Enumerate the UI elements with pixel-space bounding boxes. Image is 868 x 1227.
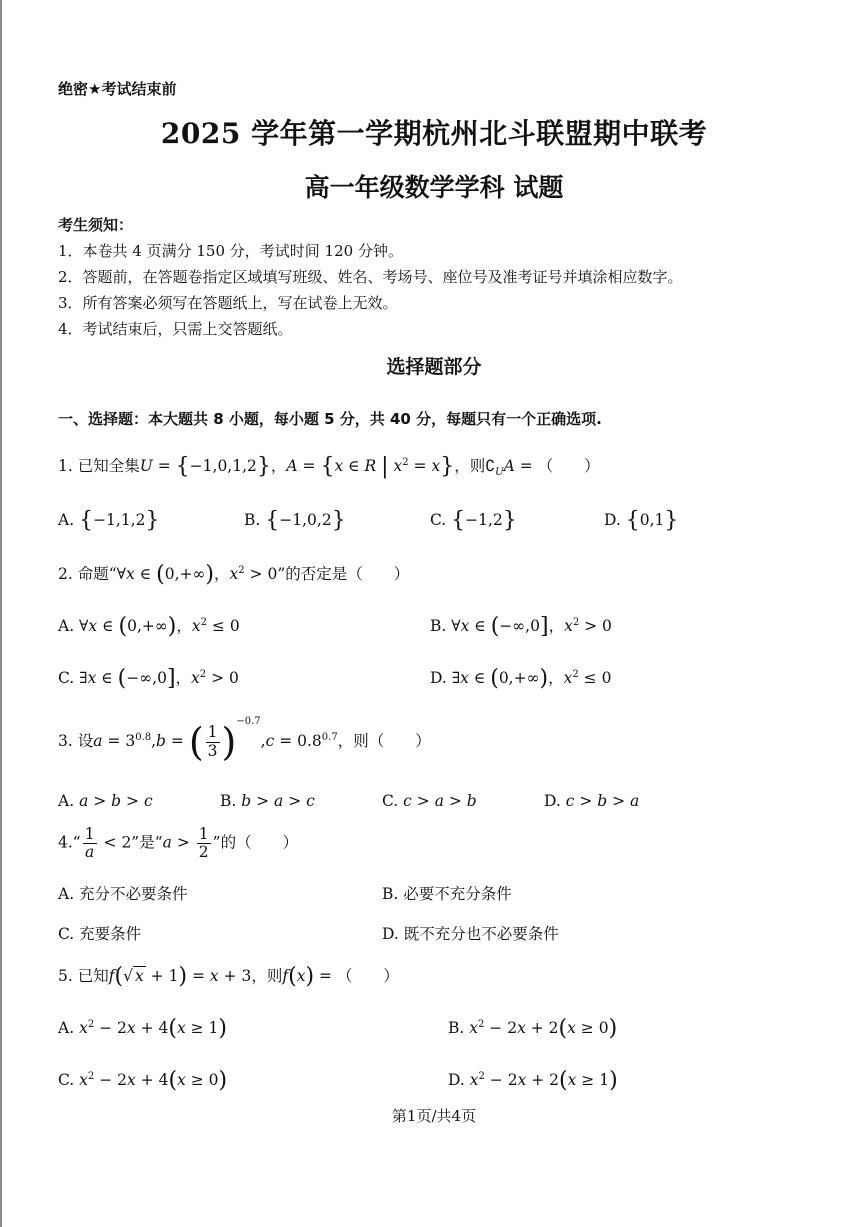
q4-option-a: A. 充分不必要条件 bbox=[58, 885, 188, 903]
q2-option-d: D. ∃x ∈ (0,+∞)，$x^2 \le 0$ bbox=[430, 666, 612, 691]
question-2: 2. 命题“∀x ∈ (0,+∞)，$x^2 > 0$”的否定是（ ） bbox=[58, 562, 410, 587]
part-instructions: 一、选择题：本大题共 8 小题，每小题 5 分，共 40 分，每题只有一个正确选项. bbox=[58, 410, 602, 428]
question-4: 4.“ $\frac{1}{a}$ < 2”是“a > $\frac{1}{2}$ ”的（ ） bbox=[58, 825, 299, 862]
q1-option-a: A. {−1,1,2} bbox=[58, 508, 160, 533]
q2-option-c: C. ∃x ∈ (−∞,0]，$x^2 > 0$ bbox=[58, 666, 239, 691]
q1-option-c: C. {−1,2} bbox=[430, 508, 517, 533]
q3-option-a: A. a > b > c bbox=[58, 792, 153, 810]
q3-option-c: C. c > a > b bbox=[382, 792, 477, 810]
notice-item: 3．所有答案必须写在答题纸上，写在试卷上无效。 bbox=[58, 294, 398, 312]
exam-title: 2025 学年第一学期杭州北斗联盟期中联考 bbox=[160, 117, 708, 150]
q4-option-c: C. 充要条件 bbox=[58, 925, 142, 943]
notice-item: 1．本卷共 4 页满分 150 分，考试时间 120 分钟。 bbox=[58, 242, 403, 260]
q2-option-b: B. ∀x ∈ (−∞,0]，$x^2 > 0$ bbox=[430, 614, 612, 639]
q5-option-c: C. $x^2 - 2x + 4(x \ge 0)$ bbox=[58, 1068, 228, 1093]
q3-option-d: D. c > b > a bbox=[544, 792, 640, 810]
q1-option-b: B. {−1,0,2} bbox=[244, 508, 346, 533]
notice-item: 2．答题前，在答题卷指定区域填写班级、姓名、考场号、座位号及准考证号并填涂相应数字。 bbox=[58, 268, 683, 286]
notice-heading: 考生须知： bbox=[58, 216, 134, 234]
q5-option-a: A. $x^2 - 2x + 4(x \ge 1)$ bbox=[58, 1016, 227, 1041]
notice-item: 4．考试结束后，只需上交答题纸。 bbox=[58, 320, 293, 338]
question-5: 5. 已知f(√ x + 1) = x + 3，则f(x) = （ ） bbox=[58, 964, 399, 989]
q5-option-b: B. $x^2 - 2x + 2(x \ge 0)$ bbox=[448, 1016, 618, 1041]
confidential-label: 绝密★考试结束前 bbox=[58, 80, 177, 98]
page-number: 第1页/共4页 bbox=[391, 1107, 477, 1125]
question-3: 3. 设$a = 3^{0.8},b$ = ( $\frac{1}{3}$ )$^{-0.7},c = 0.8^{0.7}$，则（ ） bbox=[58, 716, 431, 764]
q1-option-d: D. {0,1} bbox=[604, 508, 679, 533]
q5-option-d: D. $x^2 - 2x + 2(x \ge 1)$ bbox=[448, 1068, 618, 1093]
q4-option-d: D. 既不充分也不必要条件 bbox=[382, 925, 559, 943]
q3-option-b: B. b > a > c bbox=[220, 792, 315, 810]
exam-subtitle: 高一年级数学学科 试题 bbox=[304, 173, 564, 202]
question-1: 1. 已知全集U = {−1,0,1,2}，A = {x ∈ R | $x^2 = x$}，则$∁_UA$ = （ ） bbox=[58, 454, 600, 479]
section-title: 选择题部分 bbox=[386, 356, 482, 378]
q4-option-b: B. 必要不充分条件 bbox=[382, 885, 512, 903]
q2-option-a: A. ∀x ∈ (0,+∞)，$x^2 \le 0$ bbox=[58, 614, 240, 639]
